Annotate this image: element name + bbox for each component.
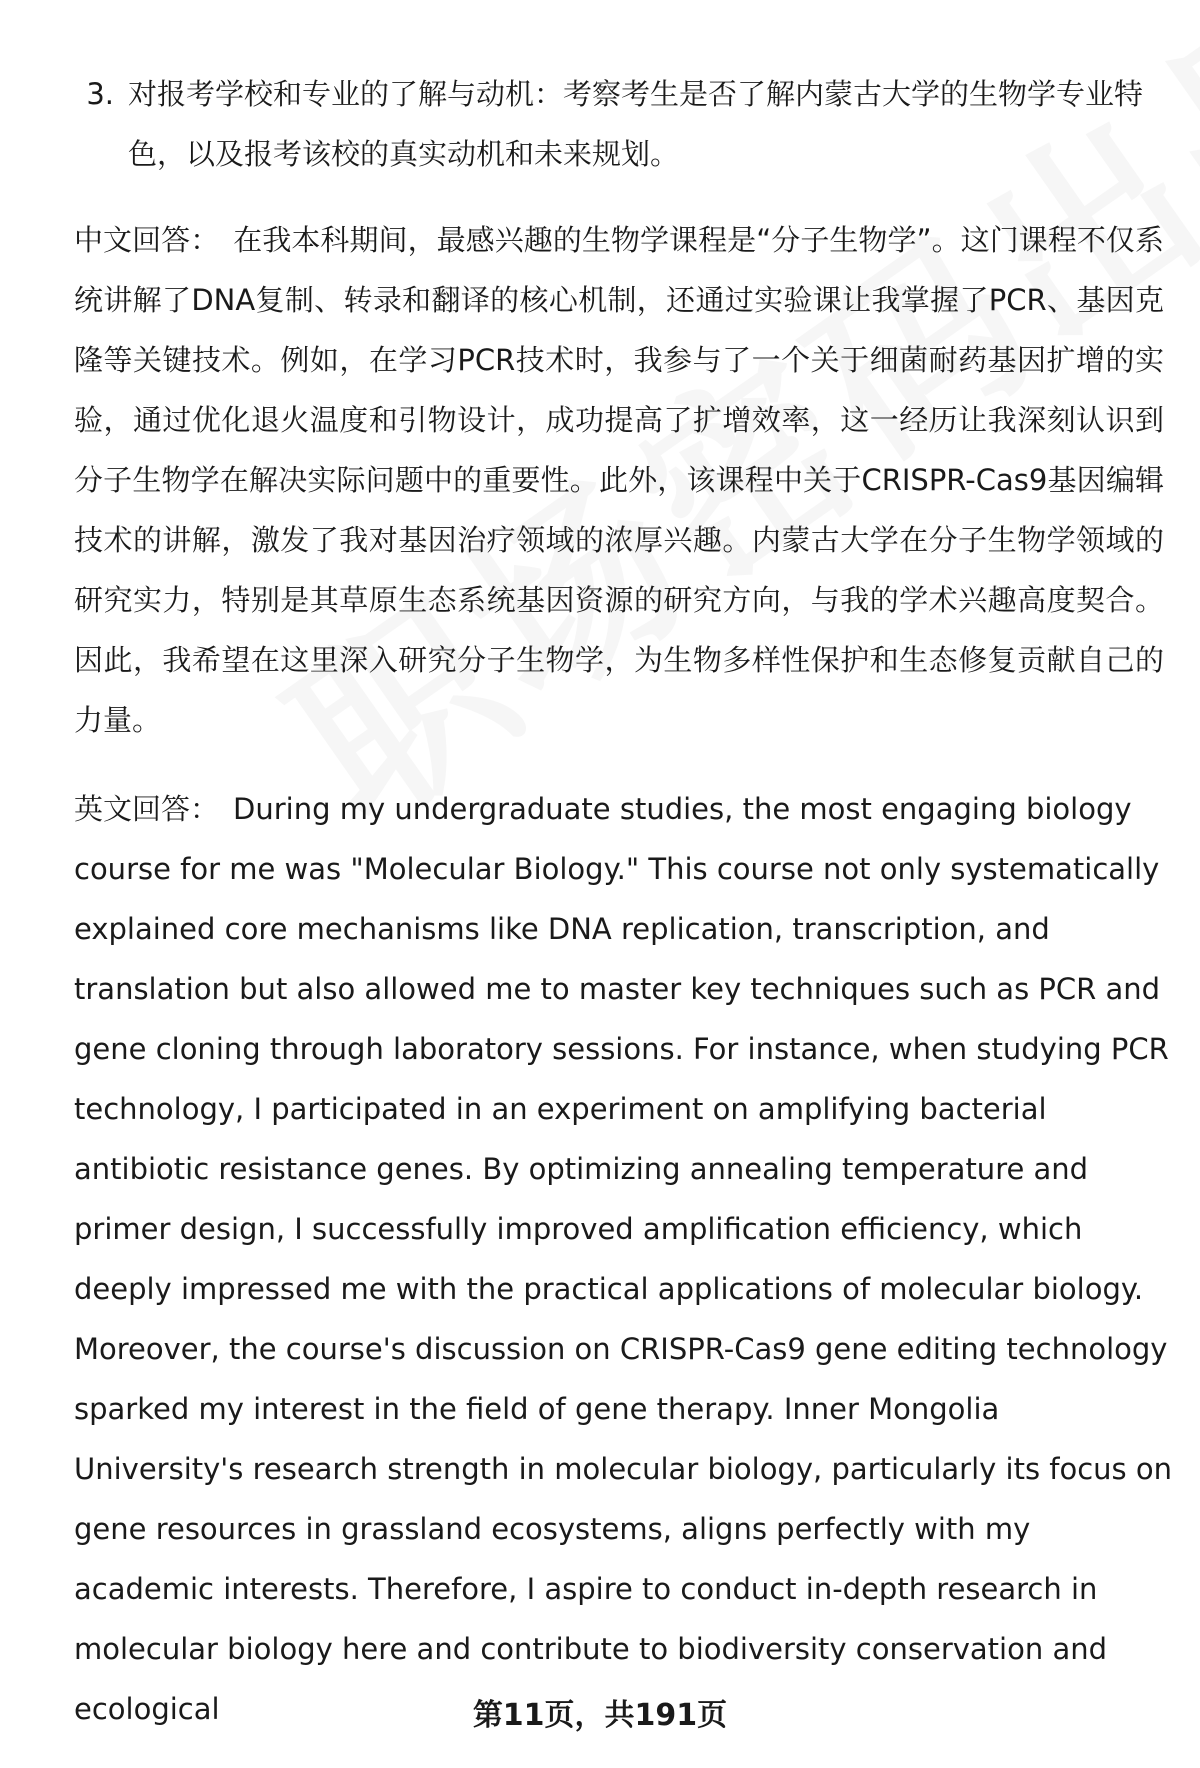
- chinese-answer: [74, 210, 1164, 750]
- question-text: 对报考学校和专业的了解与动机：考察考生是否了解内蒙古大学的生物学专业特色，以及报考该校的真实动机和未来规划。: [128, 77, 1144, 171]
- content-area: [74, 64, 1173, 1768]
- chinese-answer-label: 中文回答：: [74, 223, 220, 257]
- page-footer: 第11页，共191页: [472, 1698, 728, 1733]
- question-number: 3.: [86, 77, 114, 111]
- question-item: [74, 64, 1164, 184]
- english-answer: [74, 779, 1174, 1739]
- english-answer-text: During my undergraduate studies, the most engaging biology course for me was "Molecular Biology." This course not only systematically explained core mechanisms like DNA replication, transcription, and translation but also allowed me to master key techniques such as PCR and gene cloning through laboratory sessions. For instance, when studying PCR technology, I participated in an experiment on amplifying bacterial antibiotic resistance genes. By optimizing annealing temperature and primer design, I successfully improved amplification efficiency, which deeply impressed me with the practical applications of molecular biology. Moreover, the course's discussion on CRISPR-Cas9 gene editing technology sparked my interest in the field of gene therapy. Inner Mongolia University's research strength in molecular biology, particularly its focus on gene resources in grassland ecosystems, aligns perfectly with my academic interests. Therefore, I aspire to conduct in-depth research in molecular biology here and contribute to biodiversity conservation and ecological: [74, 792, 1173, 1726]
- english-answer-label: 英文回答：: [74, 792, 220, 826]
- chinese-answer-text: 在我本科期间，最感兴趣的生物学课程是“分子生物学”。这门课程不仅系统讲解了DNA复制、转录和翻译的核心机制，还通过实验课让我掌握了PCR、基因克隆等关键技术。例如，在学习PCR技术时，我参与了一个关于细菌耐药基因扩增的实验，通过优化退火温度和引物设计，成功提高了扩增效率，这一经历让我深刻认识到分子生物学在解决实际问题中的重要性。此外，该课程中关于CRISPR-Cas9基因编辑技术的讲解，激发了我对基因治疗领域的浓厚兴趣。内蒙古大学在分子生物学领域的研究实力，特别是其草原生态系统基因资源的研究方向，与我的学术兴趣高度契合。因此，我希望在这里深入研究分子生物学，为生物多样性保护和生态修复贡献自己的力量。: [74, 223, 1164, 737]
